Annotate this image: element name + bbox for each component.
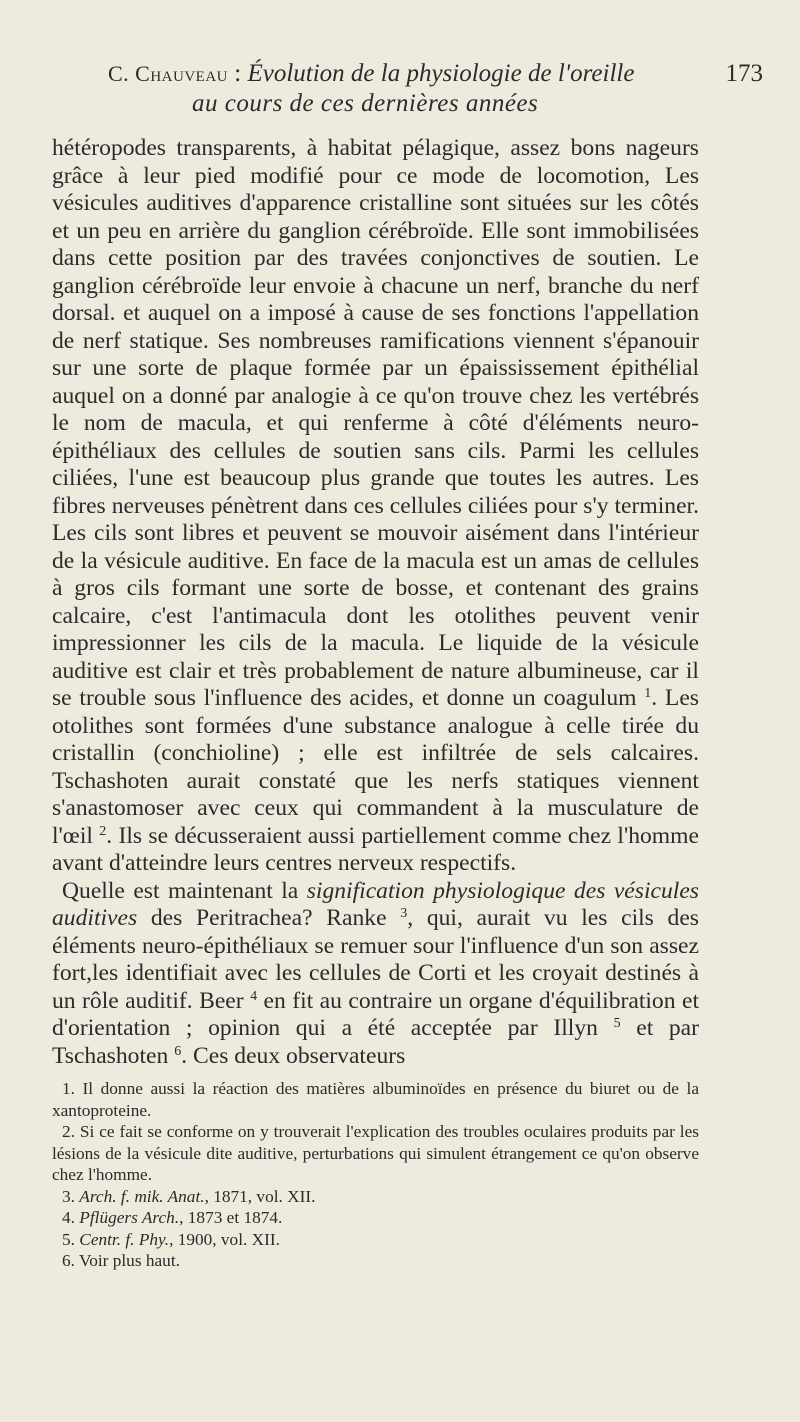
paragraph-2-text-e: et par Tschashoten (52, 1015, 700, 1069)
paragraph-1 (52, 135, 699, 878)
paragraph-2-text-f: . Ces deux observateurs (181, 1042, 406, 1069)
footnote-2: 2. Si ce fait se conforme on y trouverait l'explication des troubles oculaires produits par les lésions de la vésicule dite auditive, perturbations qui simulent étrangement ce qu'on observe chez l'homme. (52, 1122, 699, 1184)
paragraph-1-text-b: . Les otolithes sont formées d'une substance analogue à celle tirée du cristallin (conchioline) ; elle est infiltrée de sels calcaires. Tschashoten aurait constaté que les nerfs statiques viennent s'anastomoser avec ceux qui commandent à la musculature de l'œil (52, 685, 699, 849)
paragraph-2-text-a: Quelle est maintenant la (62, 877, 299, 904)
footnote-4: 4. Pflügers Arch., 1873 et 1874. (62, 1208, 283, 1227)
footnote-4-journal: Pflügers Arch. (79, 1208, 180, 1227)
paragraph-2-text-d: en fit au contraire un organe d'équilibration et d'orientation ; opinion qui a été acceptée par Illyn (52, 987, 699, 1041)
footnote-ref-4: 4 (250, 988, 258, 1004)
footnote-ref-6: 6 (174, 1043, 182, 1059)
header-separator: : (228, 60, 248, 87)
footnote-3-journal: Arch. f. mik. Anat. (79, 1186, 205, 1206)
header-line-1 (108, 60, 763, 88)
footnote-ref-3: 3 (400, 906, 408, 921)
footnote-6: 6. Voir plus haut. (62, 1251, 180, 1270)
footnote-ref-5: 5 (613, 1016, 621, 1031)
paragraph-1-text-a: hétéropodes transparents, à habitat pélagique, assez bons nageurs grâce à leur pied modifié pour ce mode de locomotion, Les vésicules auditives d'apparence cristalline sont situées sur les côtés et un peu en arrière du ganglion cérébroïde. Elle sont immobilisées dans cette position par des travées conjonctives de soutien. Le ganglion cérébroïde leur envoie à chacune un nerf, branche du nerf dorsal. et auquel on a imposé à cause de ses fonctions l'appellation de nerf statique. Ses nombreuses ramifications viennent s'épanouir sur une sorte de plaque formée par un épaississement épithélial auquel on a donné par analogie à ce qu'on trouve chez les vertébrés le nom de macula, et qui renferme à côté d'éléments neuro-épithéliaux des cellules de soutien sans cils. Parmi les cellules ciliées, l'une est beaucoup plus grande que toutes les autres. Les fibres nerveuses pénètrent dans ces cellules ciliées pour s'y terminer. Les cils sont libres et peuvent se mouvoir aisément dans l'intérieur de la vésicule auditive. En face de la macula est un amas de cellules à gros cils formant une sorte de bosse, et contenant des grains calcaire, c'est l'antimacula dont les otolithes peuvent venir impressionner les cils de la macula. Le liquide de la vésicule auditive est clair et très probablement de nature albumineuse, car il se trouble sous l'influence des acides, et donne un coagulum (52, 135, 699, 711)
footnote-ref-1: 1 (644, 686, 652, 701)
footnote-3: 3. Arch. f. mik. Anat., 1871, vol. XII. (62, 1186, 316, 1206)
running-header (0, 60, 800, 120)
footnote-1: 1. Il donne aussi la réaction des matières albuminoïdes en présence du biuret ou de la xantoproteine. (52, 1079, 699, 1120)
footnotes (52, 1078, 699, 1272)
running-subtitle: au cours de ces dernières années (192, 90, 539, 117)
paragraph-2-text-b: des Peritrachea? Ranke (150, 905, 387, 931)
paragraph-2-emphasis: signification physiologique des vésicules auditives (52, 877, 699, 931)
paragraph-2 (52, 878, 699, 1071)
paragraph-1-text-c: . Ils se décusseraient aussi partiellement comme chez l'homme avant d'atteindre leurs centres nerveux respectifs. (52, 822, 699, 876)
page-number: 173 (725, 60, 763, 87)
running-title: Évolution de la physiologie de l'oreille (247, 60, 635, 87)
footnote-ref-2: 2 (99, 823, 107, 839)
footnote-5-journal: Centr. f. Phy. (79, 1229, 170, 1249)
paragraph-2-text-c: , qui, aurait vu les cils des éléments neuro-épithéliaux se remuer sour l'influence d'un son assez fort,les identifiait avec les cellules de Corti et les croyait destinés à un rôle auditif. Beer (52, 905, 699, 1014)
footnote-5: 5. Centr. f. Phy., 1900, vol. XII. (62, 1229, 280, 1249)
author-name: C. Chauveau (108, 61, 229, 86)
body-text (52, 135, 699, 1070)
